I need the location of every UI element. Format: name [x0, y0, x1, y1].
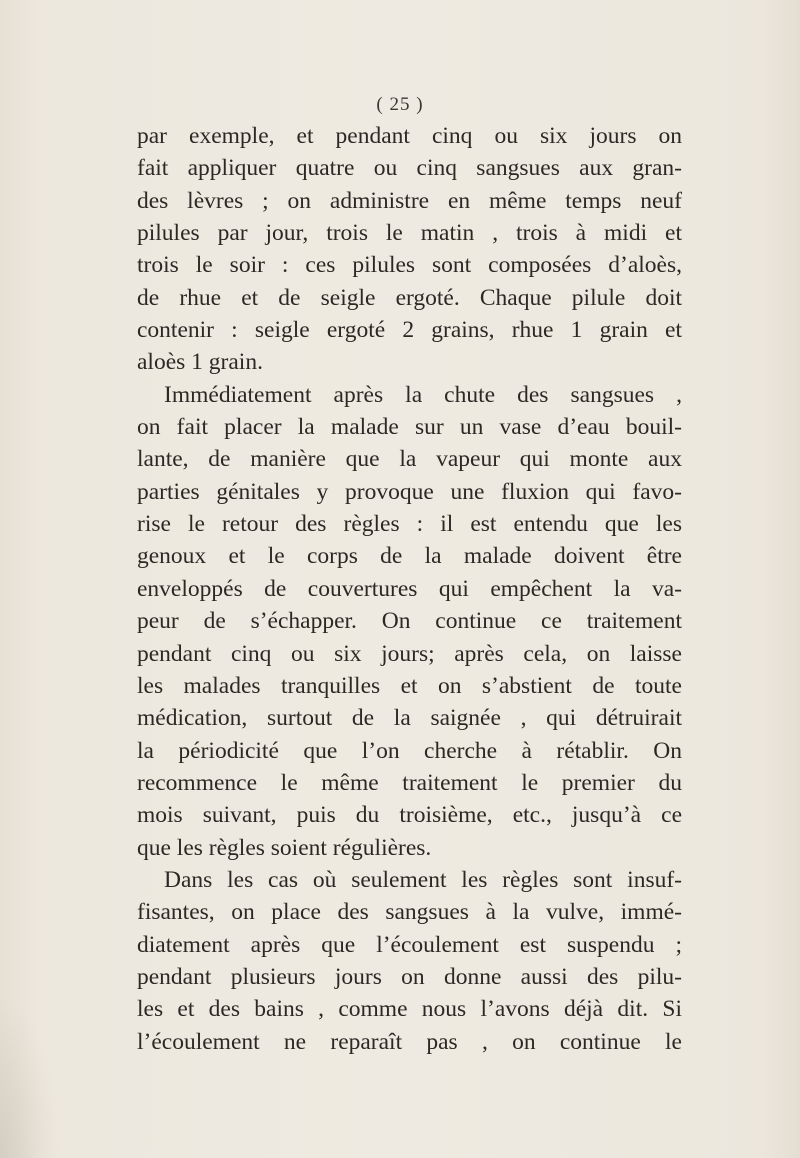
text-line: on fait placer la malade sur un vase d’eau bouil-	[137, 414, 682, 441]
text-line: médication, surtout de la saignée , qui détruirait	[137, 705, 682, 732]
text-line: rise le retour des règles : il est entendu que les	[137, 511, 682, 538]
text-line: mois suivant, puis du troisième, etc., jusqu’à ce	[137, 802, 682, 829]
text-line: pendant plusieurs jours on donne aussi des pilu-	[137, 963, 682, 990]
text-line: par exemple, et pendant cinq ou six jours on	[137, 123, 682, 149]
text-line: la périodicité que l’on cherche à rétablir. On	[137, 737, 682, 764]
text-line: recommence le même traitement le premier du	[137, 769, 682, 796]
page-stain	[0, 990, 60, 1158]
text-line: contenir : seigle ergoté 2 grains, rhue 1 grain et	[137, 317, 682, 344]
text-line: Immédiatement après la chute des sangsues ,	[164, 381, 682, 408]
text-line: aloès 1 grain.	[137, 349, 263, 376]
text-line: des lèvres ; on administre en même temps neuf	[137, 187, 682, 214]
text-line: que les règles soient régulières.	[137, 834, 432, 861]
text-line: fait appliquer quatre ou cinq sangsues aux gran-	[137, 155, 682, 182]
text-line: enveloppés de couvertures qui empêchent la va-	[137, 575, 682, 602]
text-line: pilules par jour, trois le matin , trois à midi et	[137, 220, 682, 247]
text-line: lante, de manière que la vapeur qui monte aux	[137, 446, 682, 473]
text-line: fisantes, on place des sangsues à la vulve, immé-	[137, 899, 682, 926]
text-line: les et des bains , comme nous l’avons déjà dit. Si	[137, 996, 682, 1023]
text-line: parties génitales y provoque une fluxion qui favo-	[137, 478, 682, 505]
text-line: l’écoulement ne reparaît pas , on continue le	[137, 1028, 682, 1055]
text-line: de rhue et de seigle ergoté. Chaque pilule doit	[137, 284, 682, 311]
text-line: trois le soir : ces pilules sont composées d’aloès,	[137, 252, 682, 279]
text-line: les malades tranquilles et on s’abstient de toute	[137, 672, 682, 699]
text-line: diatement après que l’écoulement est suspendu ;	[137, 931, 682, 958]
text-line: Dans les cas où seulement les règles sont insuf-	[164, 866, 682, 893]
text-line: pendant cinq ou six jours; après cela, on laisse	[137, 640, 682, 667]
page-number: ( 25 )	[376, 94, 424, 115]
text-line: peur de s’échapper. On continue ce traitement	[137, 608, 682, 635]
text-line: genoux et le corps de la malade doivent être	[137, 543, 682, 570]
body-text	[137, 120, 682, 1058]
